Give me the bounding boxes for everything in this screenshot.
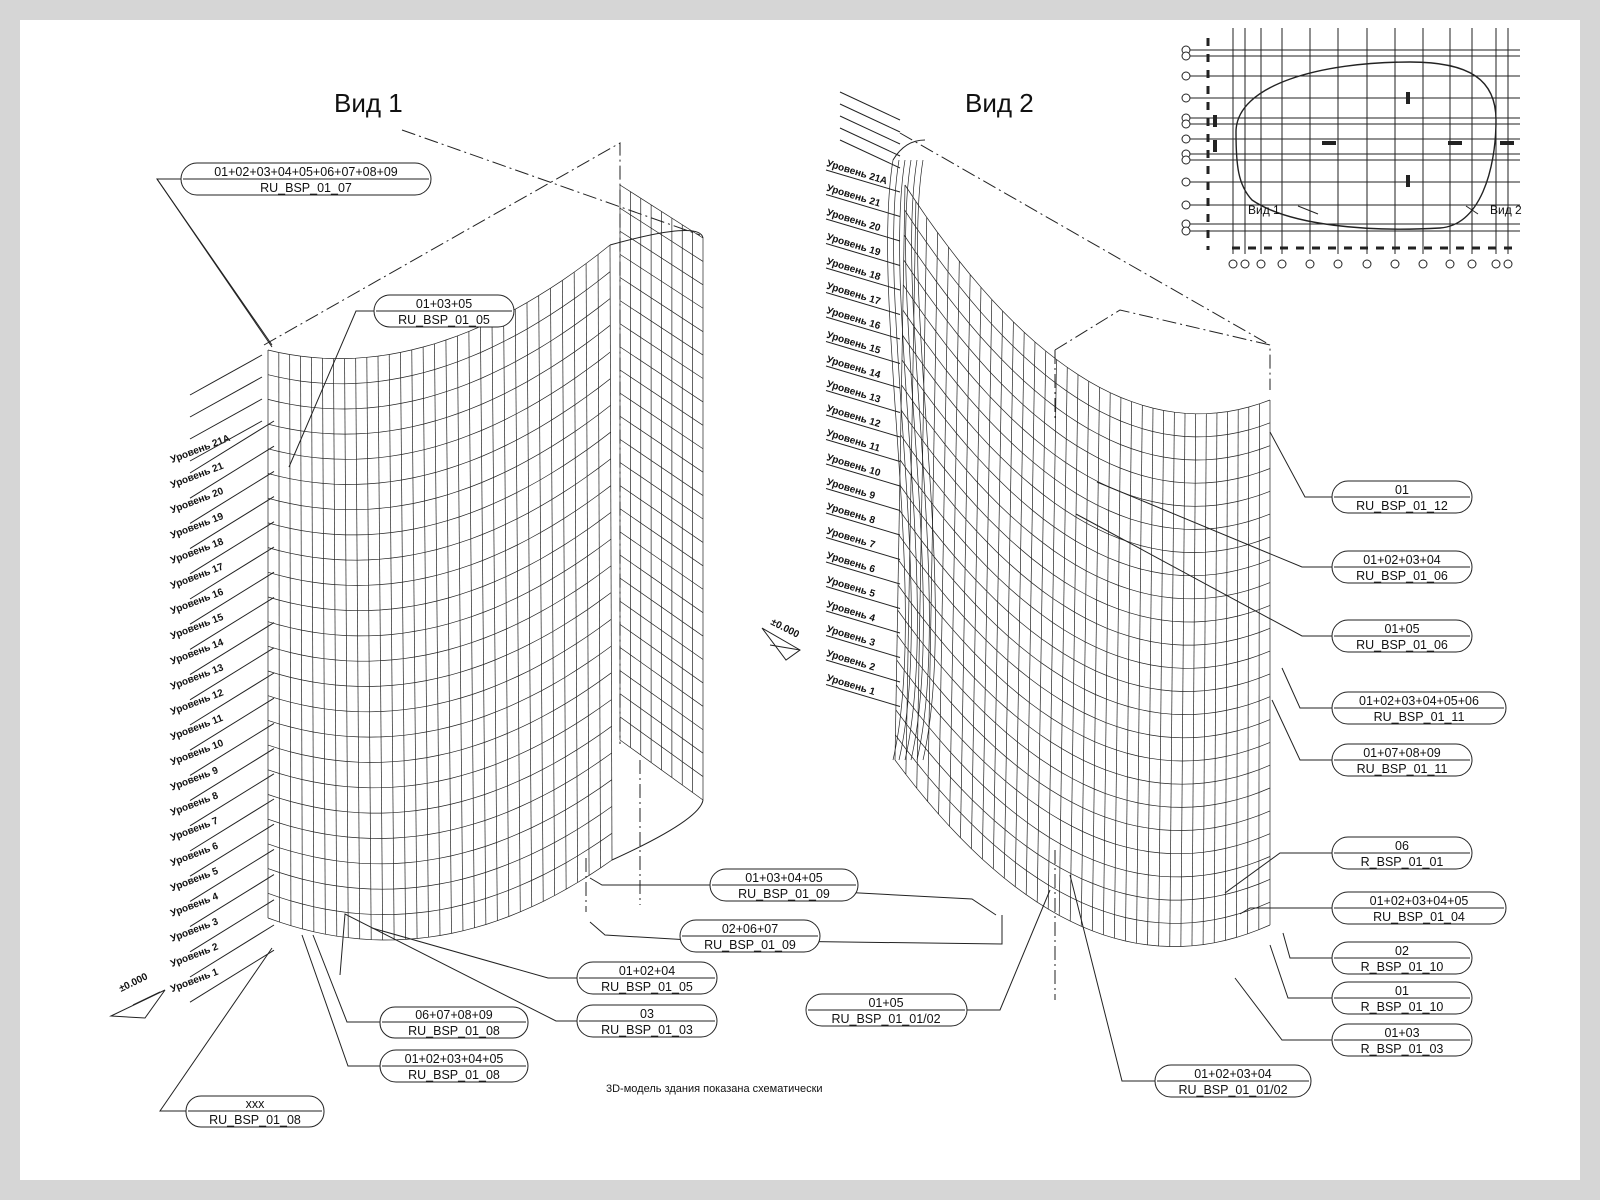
svg-text:RU_BSP_01_11: RU_BSP_01_11	[1356, 762, 1448, 776]
view2-facade-mesh	[888, 140, 1270, 947]
view1-level-label: Уровень 21	[169, 460, 226, 492]
mesh1-vline	[504, 315, 509, 916]
view2-level-label: Уровень 5	[825, 574, 877, 601]
view2-level-label: Уровень 7	[825, 525, 877, 552]
view1-title: Вид 1	[334, 88, 403, 118]
svg-text:06: 06	[1395, 839, 1409, 853]
mesh1-vline	[301, 356, 303, 929]
view2-level-label: Уровень 18	[825, 256, 882, 284]
svg-text:01+02+03+04+05: 01+02+03+04+05	[404, 1052, 504, 1066]
mesh2-vline	[1026, 342, 1035, 895]
view1-level-label: Уровень 21А	[169, 432, 232, 466]
mesh1-vline	[610, 245, 612, 860]
tag-v2-3	[1332, 620, 1472, 652]
view2-level-label: Уровень 1	[825, 672, 877, 699]
mesh1-vline	[435, 344, 441, 936]
mesh2-vline	[960, 275, 970, 838]
mesh2-vline	[1037, 351, 1046, 902]
mesh2-vline	[1192, 414, 1196, 946]
view2-level-label: Уровень 17	[825, 280, 882, 308]
view2-level-label: Уровень 20	[825, 207, 882, 235]
mesh2-vline	[1148, 408, 1153, 945]
tag-v2-5	[1332, 744, 1472, 776]
mesh1-vline	[457, 336, 463, 931]
svg-text:01: 01	[1395, 984, 1409, 998]
svg-text:01+02+04: 01+02+04	[618, 964, 676, 978]
svg-text:RU_BSP_01_09: RU_BSP_01_09	[704, 938, 796, 952]
tag-v2-1	[1332, 481, 1472, 513]
view1-level-label: Уровень 13	[169, 662, 226, 693]
svg-text:RU_BSP_01_09: RU_BSP_01_09	[738, 887, 830, 901]
mesh2-vline	[1225, 412, 1227, 941]
mesh2-vline	[1237, 410, 1239, 938]
axis-bubble	[1257, 260, 1265, 268]
mesh1-vline	[400, 352, 405, 939]
mesh2-hline	[898, 585, 1270, 784]
view2-level-label: Уровень 21А	[825, 158, 889, 188]
mesh1-edge	[610, 230, 703, 245]
mesh2-vline	[1181, 413, 1185, 946]
svg-text:RU_BSP_01_07: RU_BSP_01_07	[260, 181, 352, 195]
mesh1-vline	[562, 280, 566, 889]
svg-text:RU_BSP_01_05: RU_BSP_01_05	[398, 313, 490, 327]
mesh1-vline	[423, 347, 428, 937]
view2-level-label: Уровень 12	[825, 403, 882, 431]
tag-v1-5	[380, 1007, 528, 1038]
key-plan-axis-bubbles	[1182, 46, 1512, 268]
svg-text:01+05: 01+05	[868, 996, 904, 1010]
view2-level-label: Уровень 13	[825, 378, 882, 406]
mesh2-vline	[971, 287, 981, 848]
view1-level-line	[190, 355, 262, 395]
key-plan	[1182, 28, 1522, 268]
key-plan-view1-label: Вид 1	[1248, 203, 1280, 217]
axis-bubble	[1182, 227, 1190, 235]
mesh1-hline	[268, 780, 612, 864]
tag-v1-1	[181, 163, 431, 195]
mesh2-vline	[1125, 402, 1131, 941]
mesh2-vline	[1092, 387, 1099, 931]
view1-level-line	[190, 421, 262, 461]
view1-level-label: Уровень 1	[169, 966, 220, 996]
axis-bubble	[1419, 260, 1427, 268]
svg-text:RU_BSP_01_08: RU_BSP_01_08	[408, 1024, 500, 1038]
view1-level-label: Уровень 20	[169, 485, 226, 517]
mesh1-hline	[268, 646, 611, 737]
tag-v1-2	[374, 295, 514, 327]
view2-levels	[825, 92, 900, 707]
mesh1-vline	[356, 358, 360, 939]
view1-level-label: Уровень 10	[169, 737, 226, 769]
mesh1-vline	[290, 355, 291, 926]
mesh2-hline	[898, 610, 1270, 807]
axis-bubble	[1229, 260, 1237, 268]
svg-text:01+02+03+04: 01+02+03+04	[1194, 1067, 1272, 1081]
mesh2-vline	[950, 261, 960, 826]
tag-v2-6	[1332, 837, 1472, 869]
view1-level-label: Уровень 8	[169, 790, 220, 819]
view2-level-label: Уровень 10	[825, 452, 882, 480]
tag-v1-6	[380, 1050, 528, 1082]
view2-level-line	[840, 104, 900, 132]
mesh2-vline	[1114, 397, 1121, 938]
axis-bubble	[1278, 260, 1286, 268]
view1-level-label: Уровень 19	[169, 511, 226, 542]
mesh2-vline	[1081, 381, 1089, 926]
view1-level-label: Уровень 9	[169, 765, 220, 794]
view1-zero-marker	[111, 971, 165, 1018]
tag-v1-7	[186, 1096, 324, 1127]
tag-v2-10	[1332, 1024, 1472, 1056]
mesh2-vline	[939, 247, 949, 814]
svg-text:01: 01	[1395, 483, 1409, 497]
svg-text:R_BSP_01_10: R_BSP_01_10	[1360, 960, 1444, 974]
view1-level-label: Уровень 2	[169, 941, 220, 970]
svg-text:RU_BSP_01_08: RU_BSP_01_08	[408, 1068, 500, 1082]
axis-bubble	[1306, 260, 1314, 268]
svg-text:01+03: 01+03	[1384, 1026, 1420, 1040]
mesh1-vline	[469, 331, 475, 927]
mesh2-vline	[1137, 405, 1143, 943]
view2-level-label: Уровень 4	[825, 599, 877, 625]
mesh1-hline	[268, 459, 611, 560]
mesh2-vline	[1103, 393, 1110, 935]
mesh1-vline	[446, 340, 452, 933]
view2-zero-marker	[762, 617, 801, 660]
tag-shared-1	[710, 869, 858, 901]
mesh1-hline	[268, 405, 611, 509]
mesh2-vline	[1004, 322, 1013, 878]
mesh2-vline	[993, 311, 1002, 869]
svg-text:RU_BSP_01_01/02: RU_BSP_01_01/02	[1178, 1083, 1288, 1097]
tag-v2-7	[1332, 892, 1506, 924]
svg-text:01+03+04+05: 01+03+04+05	[745, 871, 823, 885]
mesh1-vline	[598, 254, 601, 867]
view1-levels	[169, 355, 274, 1002]
mesh1-hline	[268, 432, 611, 535]
mesh1-vline	[367, 357, 371, 939]
view2-level-label: Уровень 8	[825, 501, 877, 527]
mesh2-vline	[1214, 413, 1217, 943]
mesh1-vline	[345, 359, 349, 938]
tag-shared-2	[680, 920, 820, 952]
mesh2-vline	[982, 299, 991, 859]
view1-level-label: Уровень 5	[169, 865, 220, 895]
svg-text:RU_BSP_01_06: RU_BSP_01_06	[1356, 569, 1448, 583]
axis-bubble	[1492, 260, 1500, 268]
tag-v1-4	[577, 1005, 717, 1037]
mesh1-vline	[551, 288, 555, 895]
mesh1-hline	[268, 566, 611, 661]
view1-level-label: Уровень 12	[169, 687, 226, 718]
svg-text:RU_BSP_01_01/02: RU_BSP_01_01/02	[831, 1012, 941, 1026]
mesh1-vline	[527, 303, 532, 907]
view2-level-label: Уровень 14	[825, 354, 882, 382]
view2-level-label: Уровень 21	[825, 182, 882, 210]
tag-v2-4	[1332, 692, 1506, 724]
svg-text:01+05: 01+05	[1384, 622, 1420, 636]
axis-bubble	[1391, 260, 1399, 268]
view1-level-label: Уровень 7	[169, 815, 220, 844]
axis-bubble	[1182, 156, 1190, 164]
svg-text:RU_BSP_01_04: RU_BSP_01_04	[1373, 910, 1465, 924]
mesh2-vline	[1248, 407, 1249, 934]
mesh1-hline	[268, 486, 611, 586]
mesh1-vline	[515, 309, 520, 912]
view2-level-line	[840, 128, 900, 156]
mesh2-vline	[1159, 410, 1164, 946]
mesh1-vline	[574, 272, 577, 882]
view2-level-label: Уровень 19	[825, 231, 882, 259]
mesh1-hline	[268, 325, 610, 434]
mesh1-vline	[323, 358, 326, 934]
mesh1-edge	[612, 800, 703, 860]
view2-level-label: Уровень 9	[825, 476, 877, 503]
mesh1-vline	[279, 352, 280, 922]
axis-bubble	[1334, 260, 1342, 268]
view1-zero-label: ±0.000	[117, 971, 150, 995]
axis-bubble	[1182, 52, 1190, 60]
view2-level-label: Уровень 2	[825, 648, 877, 674]
axis-bubble	[1182, 135, 1190, 143]
svg-text:01+03+05: 01+03+05	[415, 297, 473, 311]
svg-text:01+02+03+04+05: 01+02+03+04+05	[1369, 894, 1469, 908]
view1-level-label: Уровень 18	[169, 536, 226, 567]
mesh1-hline	[268, 753, 612, 839]
svg-text:ххх: ххх	[245, 1097, 265, 1111]
axis-bubble	[1504, 260, 1512, 268]
key-plan-view2-label: Вид 2	[1490, 203, 1522, 217]
mesh1-hline	[268, 593, 611, 687]
svg-text:R_BSP_01_01: R_BSP_01_01	[1360, 855, 1444, 869]
view2-level-label: Уровень 6	[825, 550, 877, 576]
axis-bubble	[1446, 260, 1454, 268]
tag-v2-9	[1332, 982, 1472, 1014]
mesh2-vline	[928, 233, 938, 802]
view2-level-label: Уровень 16	[825, 305, 882, 333]
mesh1-vline	[480, 326, 485, 924]
tag-v2-11	[1155, 1065, 1311, 1097]
mesh2-vline	[1203, 414, 1206, 945]
tag-v2-12	[806, 994, 967, 1026]
mesh2-vline	[1048, 360, 1056, 910]
mesh1-hline	[268, 726, 612, 813]
svg-text:RU_BSP_01_12: RU_BSP_01_12	[1356, 499, 1448, 513]
view1-level-label: Уровень 11	[169, 712, 225, 744]
mesh1-vline	[412, 350, 417, 939]
mesh1-hline	[268, 807, 612, 890]
svg-text:06+07+08+09: 06+07+08+09	[415, 1008, 493, 1022]
mesh1-vline	[312, 357, 314, 931]
view1-level-label: Уровень 17	[169, 561, 226, 592]
mesh1-vline	[389, 354, 394, 939]
svg-text:02: 02	[1395, 944, 1409, 958]
mesh1-hline	[268, 512, 611, 610]
svg-text:RU_BSP_01_05: RU_BSP_01_05	[601, 980, 693, 994]
axis-bubble	[1241, 260, 1249, 268]
svg-text:RU_BSP_01_03: RU_BSP_01_03	[601, 1023, 693, 1037]
mesh2-vline	[1059, 367, 1067, 915]
view2-title: Вид 2	[965, 88, 1034, 118]
mesh1-vline	[378, 356, 383, 940]
svg-text:01+02+03+04+05+06: 01+02+03+04+05+06	[1359, 694, 1479, 708]
axis-bubble	[1182, 201, 1190, 209]
mesh2-vline	[906, 201, 916, 774]
mesh2-hline	[905, 185, 1270, 414]
view2-level-label: Уровень 15	[825, 329, 882, 357]
view1-level-line	[190, 377, 262, 417]
mesh2-vline	[1015, 332, 1024, 886]
footnote: 3D-модель здания показана схематически	[606, 1083, 823, 1095]
svg-text:RU_BSP_01_08: RU_BSP_01_08	[209, 1113, 301, 1127]
svg-text:03: 03	[640, 1007, 654, 1021]
view1-level-label: Уровень 14	[169, 637, 226, 668]
view1-level-label: Уровень 6	[169, 840, 220, 870]
tag-v1-3	[577, 962, 717, 994]
view1-level-label: Уровень 15	[169, 611, 226, 643]
svg-text:02+06+07: 02+06+07	[721, 922, 779, 936]
mesh1-vline	[539, 296, 543, 902]
mesh2-vline	[1170, 412, 1175, 946]
mesh1-hline	[268, 539, 611, 636]
svg-text:01+07+08+09: 01+07+08+09	[1363, 746, 1441, 760]
axis-bubble	[1182, 178, 1190, 186]
axis-bubble	[1468, 260, 1476, 268]
svg-text:RU_BSP_01_11: RU_BSP_01_11	[1373, 710, 1465, 724]
mesh1-hline	[268, 272, 610, 384]
mesh2-hline	[905, 210, 1270, 437]
svg-text:R_BSP_01_03: R_BSP_01_03	[1360, 1042, 1444, 1056]
tag-v2-2	[1332, 551, 1472, 583]
view1-level-label: Уровень 4	[169, 891, 220, 920]
mesh1-hline	[268, 700, 612, 788]
view1-level-label: Уровень 3	[169, 916, 220, 945]
view2-level-line	[840, 116, 900, 144]
key-plan-grid	[1190, 28, 1520, 254]
view2-level-label: Уровень 11	[825, 427, 882, 455]
mesh1-vline	[334, 359, 337, 937]
mesh1-vline	[492, 321, 497, 921]
axis-bubble	[1182, 72, 1190, 80]
svg-text:01+02+03+04: 01+02+03+04	[1363, 553, 1441, 567]
view2-level-label: Уровень 3	[825, 623, 877, 650]
svg-text:RU_BSP_01_06: RU_BSP_01_06	[1356, 638, 1448, 652]
axis-bubble	[1182, 94, 1190, 102]
axis-bubble	[1182, 120, 1190, 128]
mesh2-vline	[1070, 375, 1078, 921]
tag-v2-8	[1332, 942, 1472, 974]
section-tags	[181, 163, 1506, 1127]
leader-lines	[157, 179, 1332, 1111]
mesh1-hline	[268, 673, 611, 763]
mesh2-vline	[1259, 404, 1260, 930]
svg-text:01+02+03+04+05+06+07+08+09: 01+02+03+04+05+06+07+08+09	[214, 165, 398, 179]
svg-text:R_BSP_01_10: R_BSP_01_10	[1360, 1000, 1444, 1014]
view2-zero-label: ±0.000	[768, 616, 801, 641]
view2-level-line	[840, 92, 900, 120]
view1-level-label: Уровень 16	[169, 586, 226, 618]
axis-bubble	[1363, 260, 1371, 268]
mesh1-vline	[586, 264, 589, 876]
